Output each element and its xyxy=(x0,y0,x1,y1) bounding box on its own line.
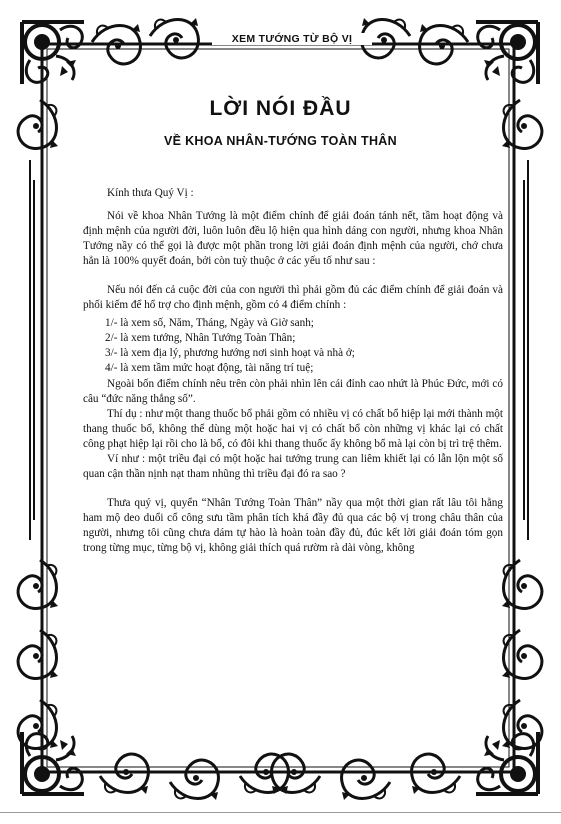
greeting: Kính thưa Quý Vị : xyxy=(107,187,194,199)
paragraph-6: Thưa quý vị, quyển “Nhân Tướng Toàn Thân” nầy qua một thời gian rất lâu tôi hằng ham mộ deo duổi cổ công sưu tầm phân tích khá đầy đủ qua các bộ vị trong châu thân của người, nhưng tôi cũng chưa dám tự hào là hoàn toàn đầy đủ, đúc kết lời giải đoán tóm gọn trong từng mục, từng bộ vị, không giải thích quá rườm rà dài vòng, không xyxy=(83,496,503,554)
page-subtitle: VỀ KHOA NHÂN-TƯỚNG TOÀN THÂN xyxy=(164,134,397,148)
body-text xyxy=(83,186,503,556)
list-item: 4/- là xem tầm mức hoạt động, tài năng trí tuệ; xyxy=(105,362,314,375)
paragraph-3: Ngoài bốn điểm chính nêu trên còn phải nhìn lên cái đỉnh cao nhứt là Phúc Đức, mới có câu “đức năng thắng số”. xyxy=(83,377,503,405)
paragraph-4: Thí dụ : như một thang thuốc bổ phải gồm có nhiều vị có chất bổ hiệp lại mới thành một thang thuốc bổ, không thể dùng một hoặc hai vị có chất bổ còn những vị khác lại có chất công phạt hiệp lại rồi cho là bổ, có đôi khi thang thuốc ấy không bổ mà lại còn bị trì trệ thêm. xyxy=(83,407,503,450)
paragraph-5: Ví như : một triều đại có một hoặc hai tướng trung can liêm khiết lại có lẫn lộn một số quan cận thần nịnh nạt tham nhũng thì triều đại đó ra sao ? xyxy=(83,452,503,480)
list-item: 3/- là xem địa lý, phương hướng nơi sinh hoạt và nhà ở; xyxy=(105,347,355,360)
page-title: LỜI NÓI ĐẦU xyxy=(209,97,352,120)
list-item: 1/- là xem số, Năm, Tháng, Ngày và Giờ sanh; xyxy=(105,317,314,330)
paragraph-2: Nếu nói đến cả cuộc đời của con người thì phải gồm đủ các điểm chính để giải đoán và phối kiếm để hổ trợ cho định mệnh, gồm có 4 điểm chính : xyxy=(83,284,503,312)
list-item: 2/- là xem tướng, Nhân Tướng Toàn Thân; xyxy=(105,332,296,345)
running-header: XEM TƯỚNG TỪ BỘ VỊ xyxy=(212,33,372,45)
paragraph-1: Nói về khoa Nhân Tướng là một điểm chính để giải đoán tánh nết, tầm hoạt động và định mệnh của người đời, luôn luôn đều lộ hiện qua hình dáng con người, nhưng khoa Nhân Tướng nầy có thể gọi là được một phần trong lời giải đoán định mệnh của người, chớ chưa hẳn là 100% quyết đoán, bởi còn tuỳ thuộc ở các yếu tố như sau : xyxy=(83,210,503,268)
page-edge-line xyxy=(0,812,561,813)
